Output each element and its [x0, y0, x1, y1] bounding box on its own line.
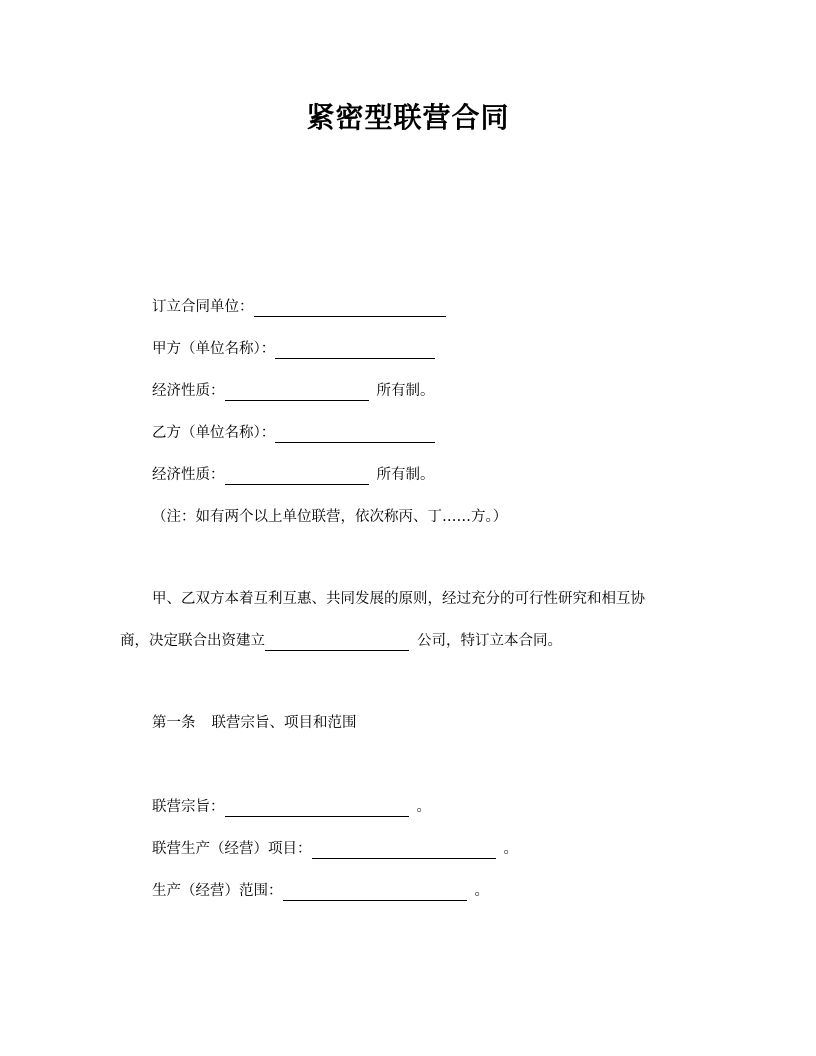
purpose-end: 。 [416, 799, 431, 815]
preamble-text-2b: 公司，特订立本合同。 [417, 633, 562, 649]
purpose-blank[interactable] [225, 800, 409, 817]
scope-blank[interactable] [283, 884, 467, 901]
project-line [152, 839, 518, 859]
preamble-line-1 [152, 589, 645, 609]
project-label: 联营生产（经营）项目： [152, 841, 312, 857]
scope-line [152, 881, 489, 901]
econ-nature-b-blank[interactable] [225, 468, 369, 485]
ownership-a-text: 所有制。 [376, 383, 435, 399]
party-a-blank[interactable] [275, 342, 435, 359]
purpose-label: 联营宗旨： [152, 799, 225, 815]
project-blank[interactable] [312, 842, 496, 859]
party-b-blank[interactable] [275, 426, 435, 443]
scope-end: 。 [474, 883, 489, 899]
econ-nature-a-blank[interactable] [225, 384, 369, 401]
scope-label: 生产（经营）范围： [152, 883, 283, 899]
econ-nature-a-label: 经济性质： [152, 383, 225, 399]
signing-unit-blank[interactable] [254, 300, 446, 317]
signing-unit-line [152, 297, 446, 317]
econ-nature-a-line [152, 381, 435, 401]
article-1-title: 联营宗旨、项目和范围 [211, 715, 357, 731]
purpose-line [152, 797, 431, 817]
article-1-number: 第一条 [152, 715, 196, 731]
company-name-blank[interactable] [265, 634, 409, 651]
preamble-text-2a: 商，决定联合出资建立 [120, 633, 265, 649]
note-text: （注：如有两个以上单位联营，依次称丙、丁……方。） [152, 509, 508, 525]
party-b-line [152, 423, 435, 443]
party-a-line [152, 339, 435, 359]
preamble-line-2 [120, 631, 562, 651]
project-end: 。 [503, 841, 518, 857]
party-a-label: 甲方（单位名称）： [152, 341, 276, 357]
note-line [152, 507, 507, 527]
preamble-text-1: 甲、乙双方本着互利互惠、共同发展的原则，经过充分的可行性研究和相互协 [152, 591, 645, 607]
ownership-b-text: 所有制。 [376, 467, 435, 483]
econ-nature-b-line [152, 465, 435, 485]
signing-unit-label: 订立合同单位： [152, 299, 254, 315]
document-title: 紧密型联营合同 [306, 101, 510, 134]
article-1-heading [152, 713, 357, 733]
econ-nature-b-label: 经济性质： [152, 467, 225, 483]
party-b-label: 乙方（单位名称）： [152, 425, 276, 441]
